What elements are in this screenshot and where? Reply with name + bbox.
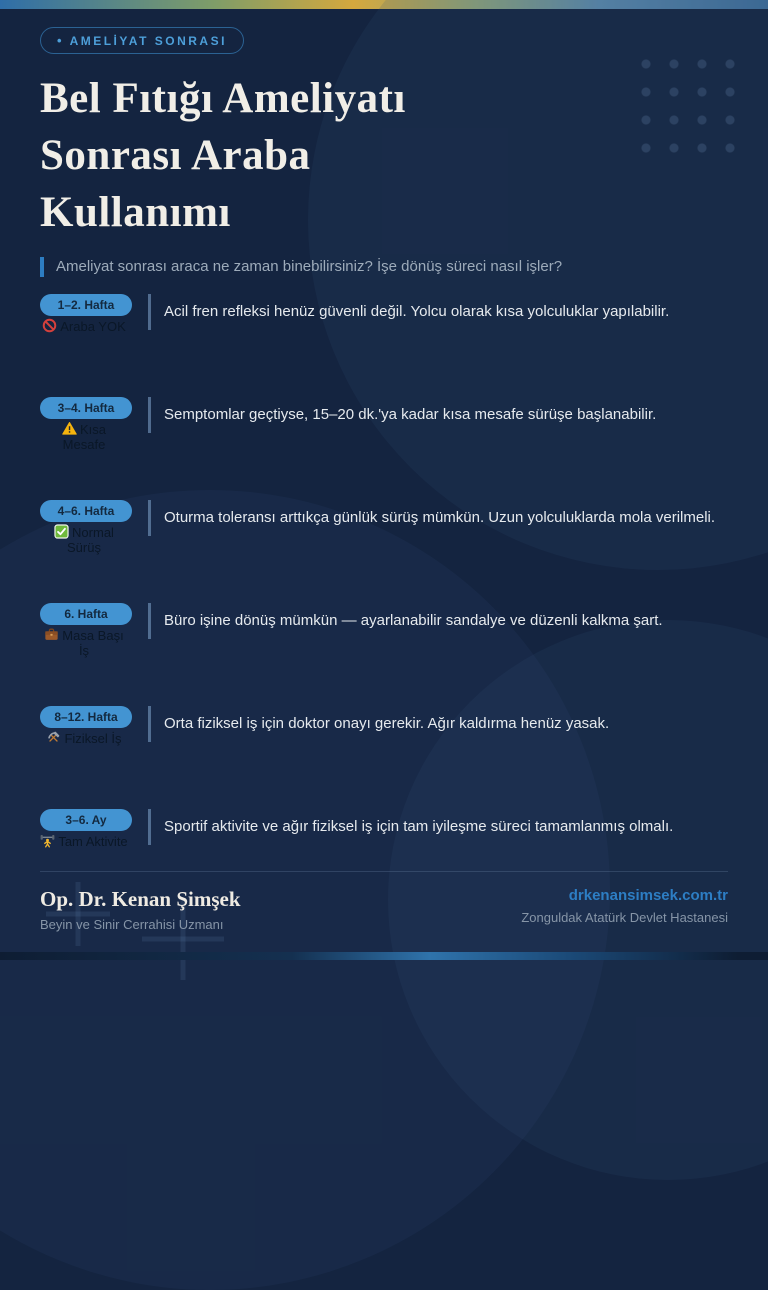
stage-description: Sportif aktivite ve ağır fiziksel iş için tam iyileşme süreci tamamlanmış olmalı. xyxy=(148,809,728,845)
stage-description: Oturma toleransı arttıkça günlük sürüş mümkün. Uzun yolculuklarda mola verilmeli. xyxy=(148,500,728,536)
stage-label: Araba YOK xyxy=(60,318,126,334)
stage-label: Tam Aktivite xyxy=(58,833,128,849)
timeline-row xyxy=(40,294,728,397)
week-badge: 1–2. Hafta xyxy=(40,294,132,316)
section-badge xyxy=(40,27,244,54)
subtitle xyxy=(40,257,728,277)
doctor-title: Beyin ve Sinir Cerrahisi Uzmanı xyxy=(40,917,224,933)
briefcase-icon xyxy=(44,627,59,642)
timeline-row xyxy=(40,500,728,603)
week-badge: 8–12. Hafta xyxy=(40,706,132,728)
subtitle-accent-bar xyxy=(40,257,44,277)
badge-bullet-icon: • xyxy=(57,33,62,48)
check-icon xyxy=(54,524,69,539)
week-badge: 4–6. Hafta xyxy=(40,500,132,522)
week-badge: 3–4. Hafta xyxy=(40,397,132,419)
subtitle-text: Ameliyat sonrası araca ne zaman binebilirsiniz? İşe dönüş süreci nasıl işler? xyxy=(56,258,563,276)
warning-icon xyxy=(62,421,77,436)
stage-description: Semptomlar geçtiyse, 15–20 dk.'ya kadar kısa mesafe sürüşe başlanabilir. xyxy=(148,397,728,433)
timeline-row xyxy=(40,706,728,809)
section-badge-label: AMELİYAT SONRASI xyxy=(69,33,227,48)
page-title: Bel Fıtığı Ameliyatı Sonrası Araba Kullanımı xyxy=(40,75,406,237)
timeline-row xyxy=(40,397,728,500)
stage-label: Normal Sürüş xyxy=(67,524,114,556)
timeline xyxy=(40,294,728,850)
stage-label: Fiziksel İş xyxy=(64,730,122,746)
footer xyxy=(40,871,728,932)
timeline-row xyxy=(40,603,728,706)
bottom-gradient-bar xyxy=(0,952,768,960)
weightlifter-icon xyxy=(40,833,55,848)
week-badge: 3–6. Ay xyxy=(40,809,132,831)
timeline-row xyxy=(40,809,728,850)
hammer-pick-icon xyxy=(46,730,61,745)
stage-description: Orta fiziksel iş için doktor onayı gerekir. Ağır kaldırma henüz yasak. xyxy=(148,706,728,742)
stage-description: Acil fren refleksi henüz güvenli değil. Yolcu olarak kısa yolculuklar yapılabilir. xyxy=(148,294,728,330)
doctor-name: Op. Dr. Kenan Şimşek xyxy=(40,887,241,912)
stage-description: Büro işine dönüş mümkün — ayarlanabilir sandalye ve düzenli kalkma şart. xyxy=(148,603,728,639)
website-link[interactable]: drkenansimsek.com.tr xyxy=(568,887,728,905)
stage-label: Kısa Mesafe xyxy=(62,421,106,453)
no-entry-icon xyxy=(42,318,57,333)
hospital-name: Zonguldak Atatürk Devlet Hastanesi xyxy=(521,910,728,926)
week-badge: 6. Hafta xyxy=(40,603,132,625)
stage-label: Masa Başı İş xyxy=(62,627,124,659)
